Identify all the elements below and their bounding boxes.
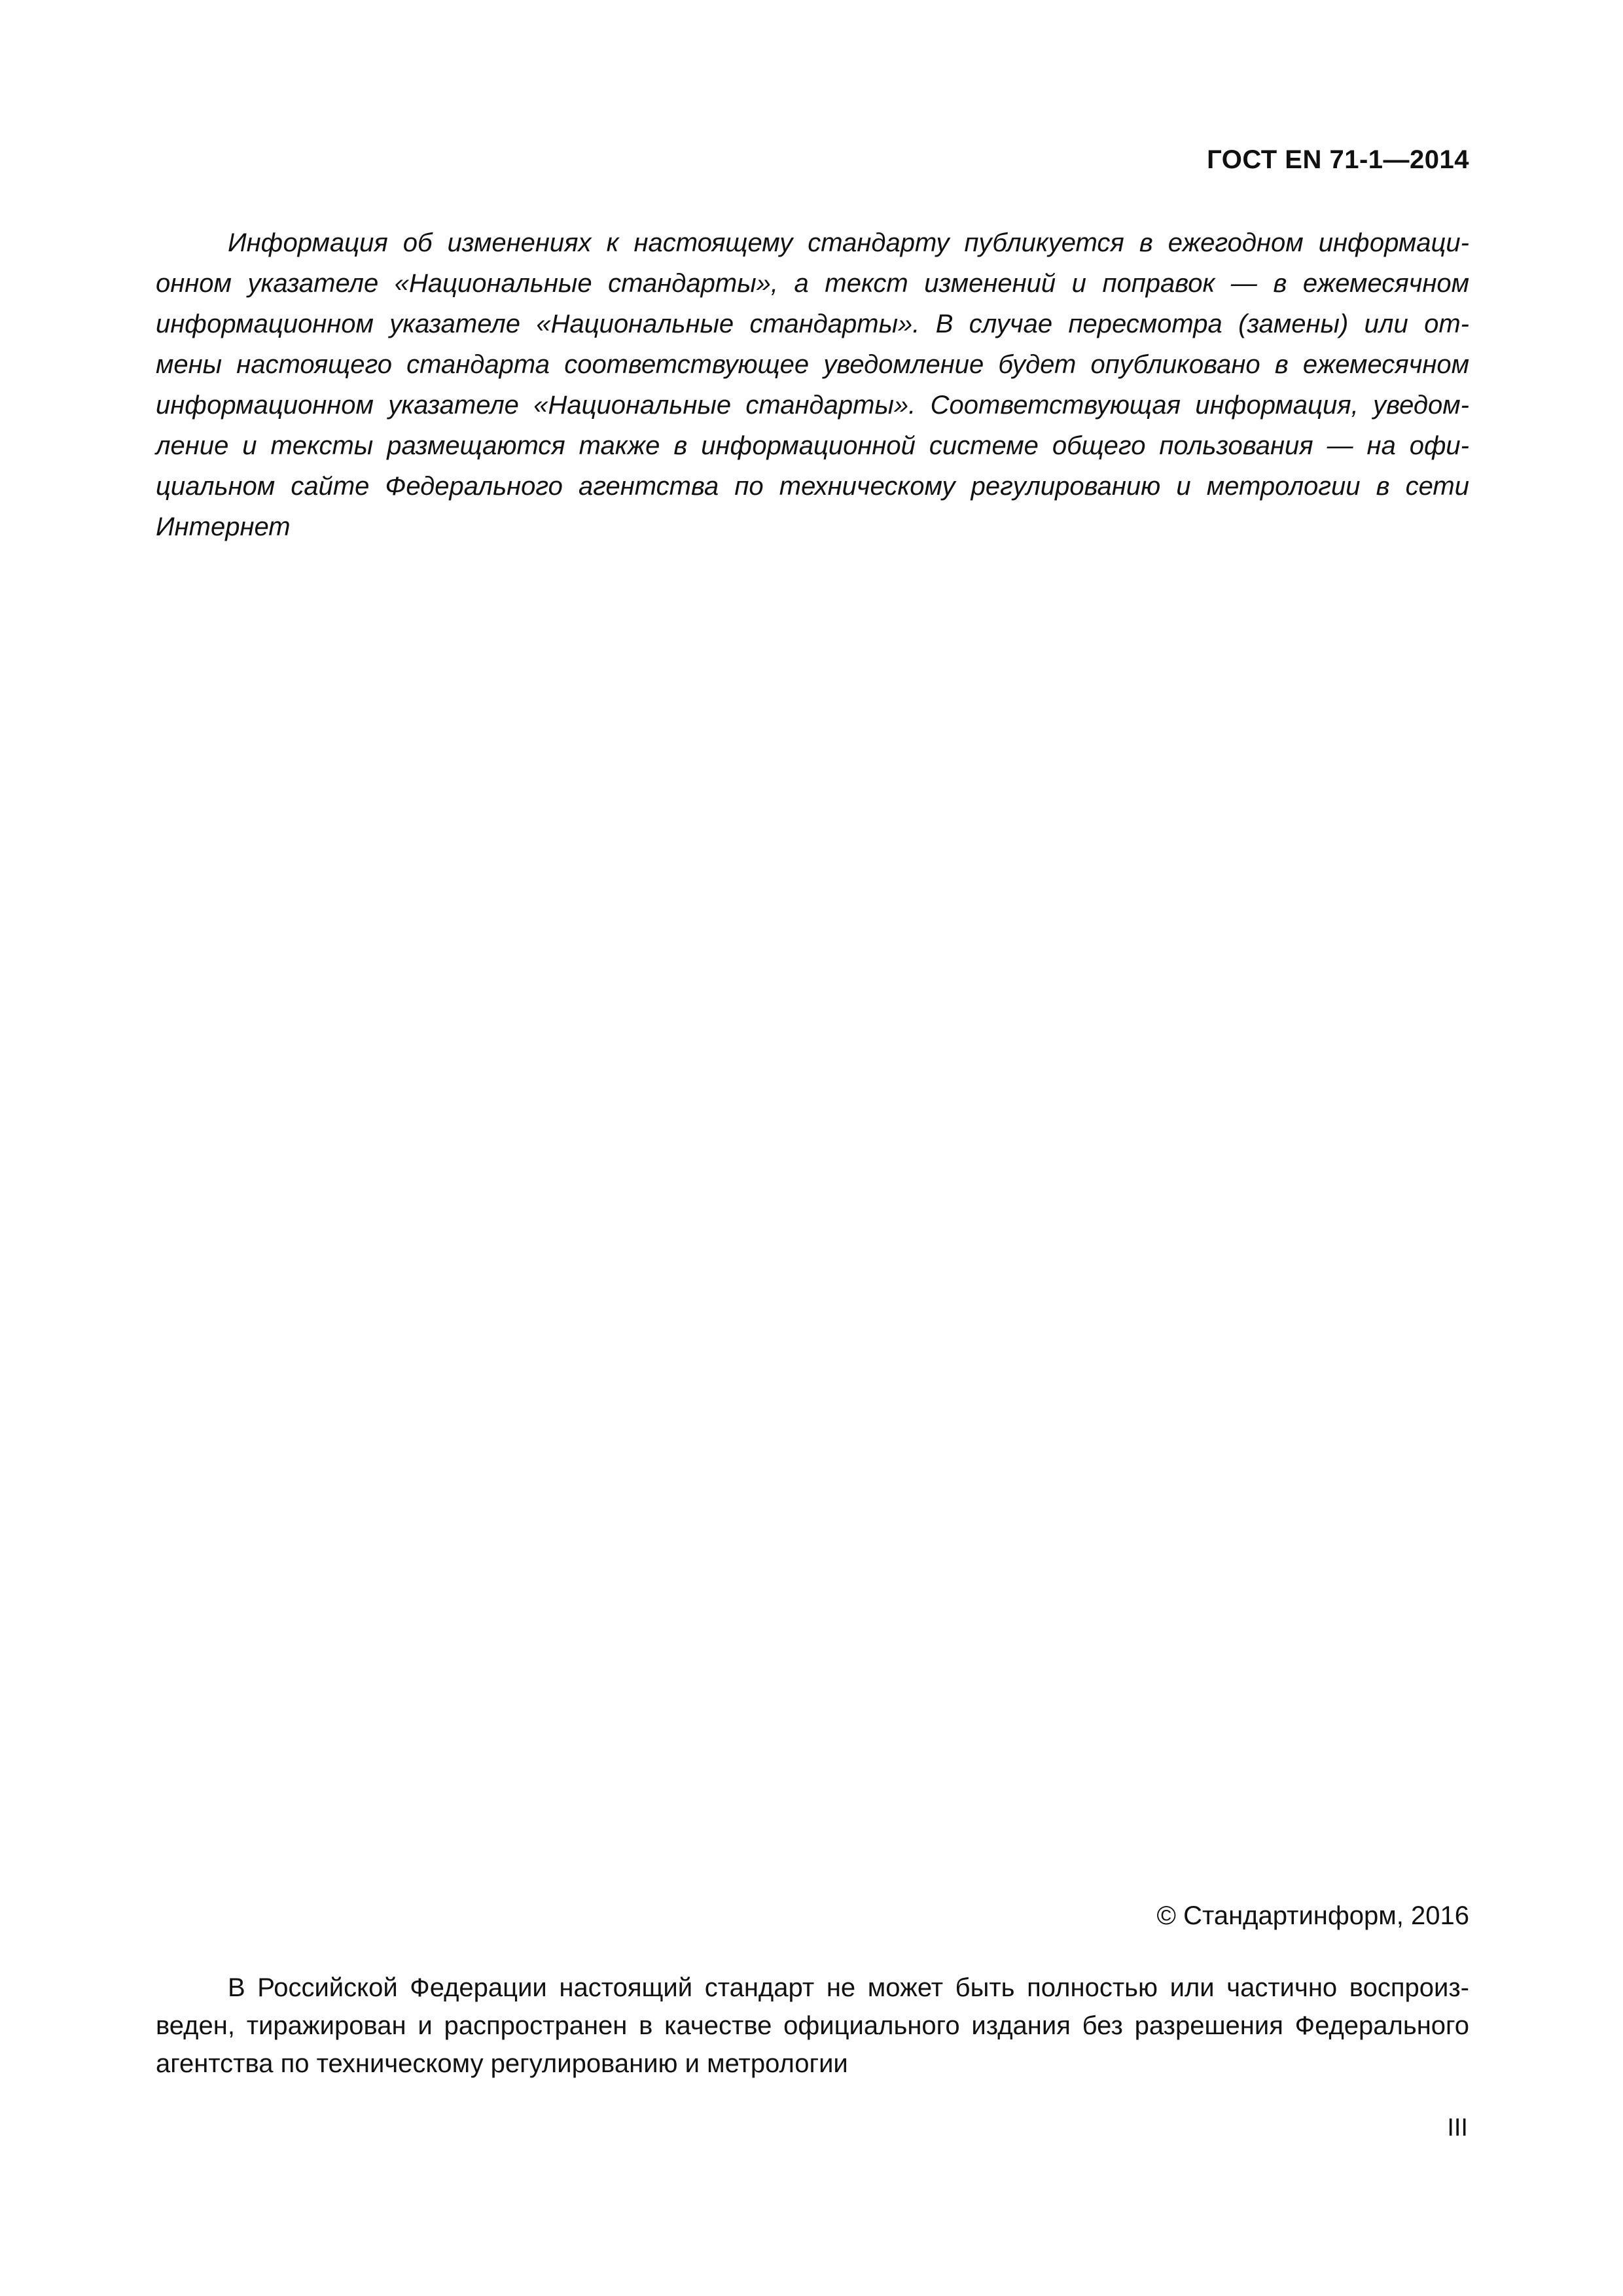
notice-line: информационном указателе «Национальные стандарты». Соответствующая информация, уведом- (156, 391, 1469, 420)
notice-line: мены настоящего стандарта соответствующее уведомление будет опубликовано в ежемесячном (156, 350, 1469, 379)
reproduction-rights-notice (156, 1969, 1469, 2083)
notice-line: циальном сайте Федерального агентства по техническому регулированию и метрологии в сети (156, 472, 1469, 501)
notice-line: ление и тексты размещаются также в информационной системе общего пользования — на офи- (156, 431, 1469, 460)
document-code: ГОСТ EN 71-1—2014 (1207, 145, 1469, 174)
copyright-notice: © Стандартинформ, 2016 (1156, 1901, 1469, 1930)
notice-line: Интернет (156, 512, 291, 541)
notice-line: Информация об изменениях к настоящему стандарту публикуется в ежегодном информаци- (228, 228, 1469, 257)
notice-line: онном указателе «Национальные стандарты», а текст изменений и поправок — в ежемесячном (156, 269, 1469, 298)
page-number: III (1447, 2114, 1468, 2142)
amendments-notice (156, 223, 1469, 547)
rights-line: В Российской Федерации настоящий стандарт не может быть полностью или частично воспроиз- (228, 1973, 1469, 2002)
rights-line: веден, тиражирован и распространен в качестве официального издания без разрешения Федерального (156, 2011, 1469, 2040)
notice-line: информационном указателе «Национальные стандарты». В случае пересмотра (замены) или от- (156, 310, 1469, 338)
rights-line: агентства по техническому регулированию и метрологии (156, 2049, 848, 2078)
